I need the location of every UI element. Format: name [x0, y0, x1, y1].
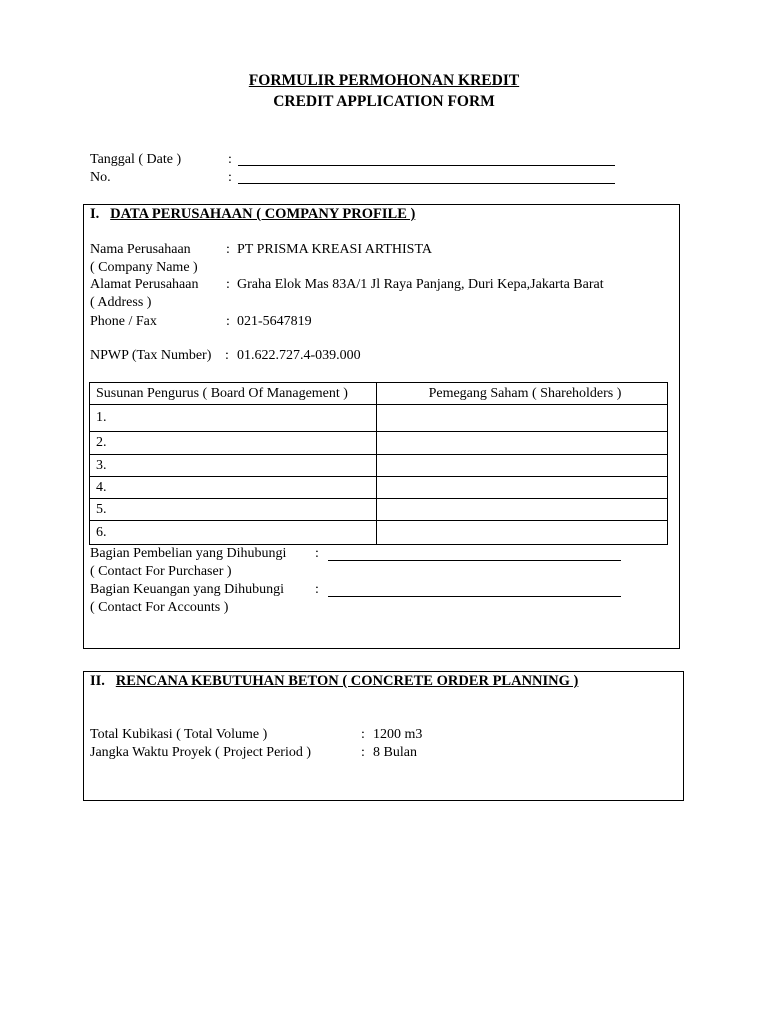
- management-cell[interactable]: [90, 455, 377, 477]
- management-cell[interactable]: [90, 499, 377, 521]
- company-name-label-en: ( Company Name ): [90, 260, 198, 275]
- address-value: Graha Elok Mas 83A/1 Jl Raya Panjang, Duri Kepa,Jakarta Barat: [237, 277, 604, 292]
- project-period-value: 8 Bulan: [373, 745, 417, 760]
- npwp-value: 01.622.727.4-039.000: [237, 348, 361, 363]
- shareholder-cell[interactable]: [377, 405, 668, 432]
- purchaser-colon: :: [315, 546, 319, 561]
- shareholder-cell[interactable]: [377, 477, 668, 499]
- section1-number: I.: [90, 206, 100, 222]
- phone-label: Phone / Fax: [90, 314, 157, 329]
- date-label: Tanggal ( Date ): [90, 152, 182, 167]
- row-number: 4.: [96, 479, 107, 495]
- table-row: [90, 405, 668, 432]
- section1-header: [90, 206, 415, 223]
- phone-colon: :: [226, 314, 230, 329]
- row-number: 1.: [96, 410, 107, 425]
- board-of-management-header: Susunan Pengurus ( Board Of Management ): [90, 383, 377, 405]
- accounts-colon: :: [315, 582, 319, 597]
- table-row: [90, 499, 668, 521]
- table-row: [90, 432, 668, 455]
- no-input-line[interactable]: [238, 183, 615, 184]
- company-name-value: PT PRISMA KREASI ARTHISTA: [237, 242, 432, 257]
- address-label: Alamat Perusahaan: [90, 277, 199, 292]
- phone-value: 021-5647819: [237, 314, 312, 329]
- no-colon: :: [228, 170, 232, 185]
- accounts-label: Bagian Keuangan yang Dihubungi: [90, 582, 285, 597]
- shareholder-cell[interactable]: [377, 521, 668, 545]
- shareholder-cell[interactable]: [377, 499, 668, 521]
- total-volume-value: 1200 m3: [373, 727, 423, 742]
- date-input-line[interactable]: [238, 165, 615, 166]
- section2-number: II.: [90, 673, 105, 689]
- table-header-row: [90, 383, 668, 405]
- purchaser-label-en: ( Contact For Purchaser ): [90, 564, 232, 579]
- company-name-colon: :: [226, 242, 230, 257]
- project-period-colon: :: [361, 745, 365, 760]
- management-cell[interactable]: [90, 521, 377, 545]
- section2-header: [90, 673, 578, 690]
- total-volume-label: Total Kubikasi ( Total Volume ): [90, 727, 268, 742]
- row-number: 6.: [96, 524, 107, 540]
- npwp-colon: :: [225, 348, 229, 363]
- management-cell[interactable]: [90, 405, 377, 432]
- accounts-label-en: ( Contact For Accounts ): [90, 600, 229, 615]
- table-row: [90, 477, 668, 499]
- section1-title: DATA PERUSAHAAN ( COMPANY PROFILE ): [110, 206, 416, 222]
- shareholders-header: Pemegang Saham ( Shareholders ): [377, 383, 668, 405]
- row-number: 5.: [96, 501, 107, 517]
- company-name-label: Nama Perusahaan: [90, 242, 191, 257]
- table-row: [90, 521, 668, 545]
- total-volume-colon: :: [361, 727, 365, 742]
- shareholder-cell[interactable]: [377, 455, 668, 477]
- row-number: 2.: [96, 435, 107, 450]
- management-table: [89, 382, 668, 545]
- accounts-input-line[interactable]: [328, 596, 621, 597]
- project-period-label: Jangka Waktu Proyek ( Project Period ): [90, 745, 312, 760]
- address-colon: :: [226, 277, 230, 292]
- purchaser-label: Bagian Pembelian yang Dihubungi: [90, 546, 287, 561]
- form-title-en: CREDIT APPLICATION FORM: [273, 93, 495, 110]
- management-cell[interactable]: [90, 432, 377, 455]
- npwp-label: NPWP (Tax Number): [90, 348, 212, 363]
- purchaser-input-line[interactable]: [328, 560, 621, 561]
- shareholder-cell[interactable]: [377, 432, 668, 455]
- date-colon: :: [228, 152, 232, 167]
- form-title-id: FORMULIR PERMOHONAN KREDIT: [248, 72, 520, 89]
- row-number: 3.: [96, 457, 107, 473]
- address-label-en: ( Address ): [90, 295, 152, 310]
- management-cell[interactable]: [90, 477, 377, 499]
- no-label: No.: [90, 170, 111, 185]
- table-row: [90, 455, 668, 477]
- section2-title: RENCANA KEBUTUHAN BETON ( CONCRETE ORDER PLANNING ): [115, 673, 579, 689]
